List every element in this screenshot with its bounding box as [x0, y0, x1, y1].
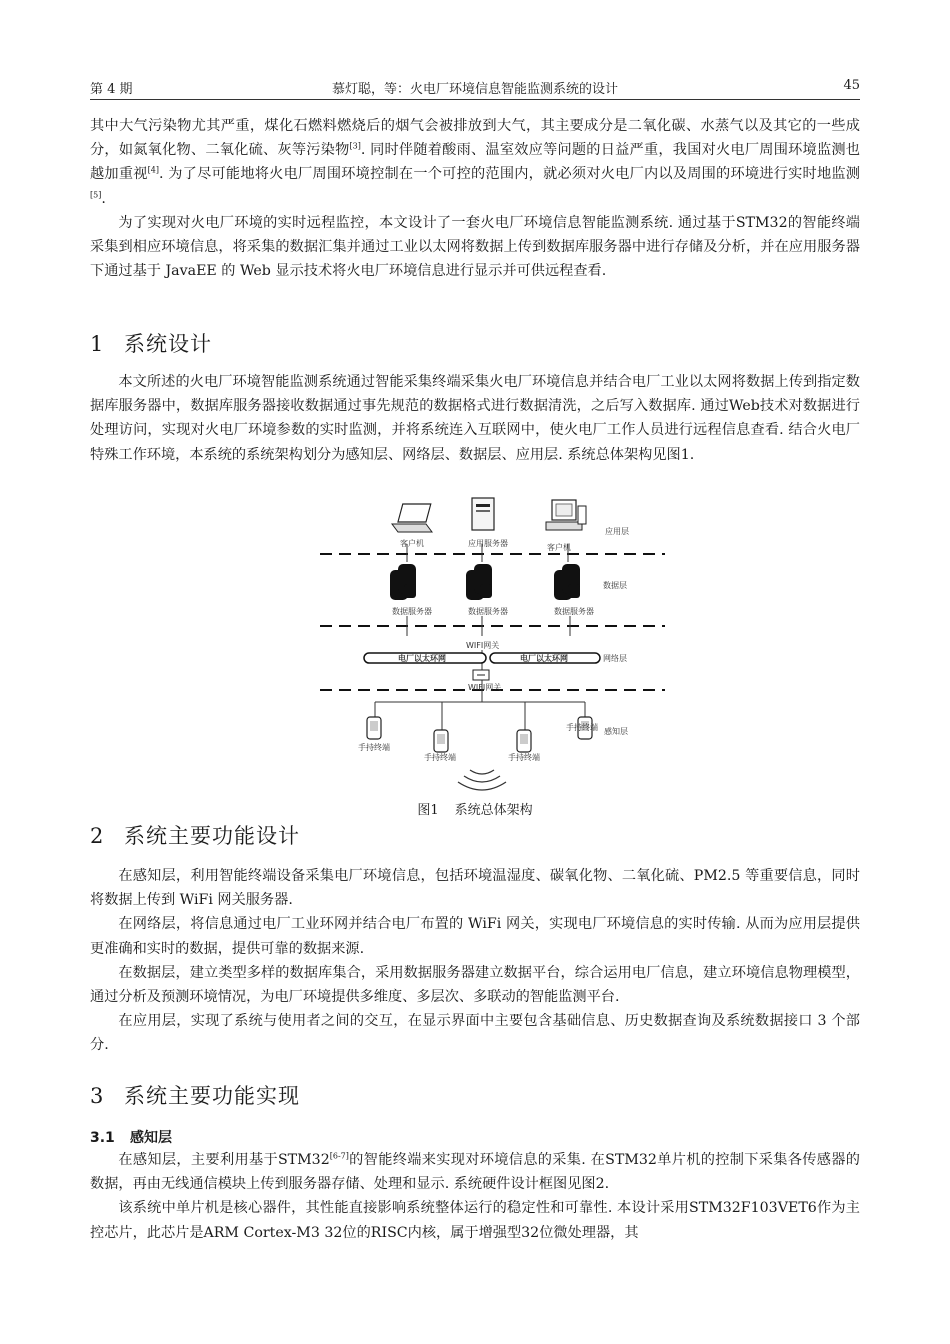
laptop-icon: [392, 504, 432, 532]
layer-label-data: 数据层: [603, 581, 627, 590]
wireless-signal-icon: [458, 770, 506, 790]
terminal-label: 手持终端: [566, 723, 598, 732]
section-2-body: [90, 864, 860, 1058]
running-title: 慕灯聪，等：火电厂环境信息智能监测系统的设计: [331, 82, 618, 97]
intro-paragraph-1: 其中大气污染物尤其严重，煤化石燃料燃烧后的烟气会被排放到大气，其主要成分是二氧化碳、水蒸气以及其它的一些成分，如氮氧化物、二氧化硫、灰等污染物[3]. 同时伴随着酸雨、温室效应等问题的日益严重，我国对火电厂周围环境监测也越加重视[4]. 为了尽可能地将火电厂周围环境控制在一个可控的范围内，就必须对火电厂内以及周围的环境进行实时地监测[5].: [90, 118, 860, 207]
subsection-title: 感知层: [130, 1130, 172, 1146]
figure-number: 图1: [417, 803, 439, 818]
database-server-icon: [554, 564, 580, 600]
handheld-terminal-icon: [367, 717, 381, 739]
section-1-paragraph: 本文所述的火电厂环境智能监测系统通过智能采集终端采集火电厂环境信息并结合电厂工业以太网将数据上传到指定数据库服务器中，数据库服务器接收数据通过事先规范的数据格式进行数据清洗，之后写入数据库. 通过Web技术对数据进行处理访问，实现对火电厂环境参数的实时监测，并将系统连入互联网中，使火电厂工作人员进行远程信息查看. 结合火电厂特殊工作环境，本系统的系统架构划分为感知层、网络层、数据层、应用层. 系统总体架构见图1.: [90, 374, 860, 463]
section-title: 系统主要功能设计: [124, 824, 300, 848]
section-2-heading: [90, 820, 300, 850]
database-server-icon: [466, 564, 492, 600]
system-architecture-diagram: [320, 492, 665, 797]
handheld-terminal-icon: [517, 730, 531, 752]
section-number: 1: [90, 332, 105, 356]
section-1-body: [90, 370, 860, 467]
citation-3[interactable]: [3]: [349, 141, 361, 151]
intro-paragraph-2: 为了实现对火电厂环境的实时远程监控，本文设计了一套火电厂环境信息智能监测系统. 通过基于STM32的智能终端采集到相应环境信息，将采集的数据汇集并通过工业以太网将数据上传到数据库服务器中进行存储及分析，并在应用服务器下通过基于 JavaEE 的 Web 显示技术将火电厂环境信息进行显示并可供远程查看.: [90, 214, 860, 280]
app-node-label: 客户机: [400, 539, 424, 548]
layer-label-network: 网络层: [603, 654, 627, 663]
app-node-label: 客户机: [547, 543, 571, 552]
section-2-paragraph: 在感知层，利用智能终端设备采集电厂环境信息，包括环境温湿度、碳氧化物、二氧化硫、PM2.5 等重要信息，同时将数据上传到 WiFi 网关服务器.: [90, 868, 860, 909]
handheld-terminal-icon: [434, 730, 448, 752]
section-3-paragraph: 该系统中单片机是核心器件，其性能直接影响系统整体运行的稳定性和可靠性. 本设计采用STM32F103VET6作为主控芯片，此芯片是ARM Cortex-M3 32位的RISC内核，属于增强型32位微处理器，其: [90, 1200, 860, 1241]
app-node-label: 应用服务器: [468, 539, 508, 548]
wifi-gateway-label: WIFI网关: [468, 683, 502, 692]
terminal-label: 手持终端: [358, 743, 390, 752]
issue-number: 第 4 期: [90, 82, 133, 97]
wifi-gateway-label: WIFI网关: [466, 641, 500, 650]
section-3-paragraph: 在感知层，主要利用基于STM32[6-7]的智能终端来实现对环境信息的采集. 在STM32单片机的控制下采集各传感器的数据，再由无线通信模块上传到服务器存储、处理和显示. 系统硬件设计框图见图2.: [90, 1151, 860, 1193]
section-2-paragraph: 在应用层，实现了系统与使用者之间的交互，在显示界面中主要包含基础信息、历史数据查询及系统数据接口 3 个部分.: [90, 1013, 860, 1054]
db-node-label: 数据服务器: [554, 607, 594, 616]
section-number: 3: [90, 1084, 105, 1108]
citation-5[interactable]: [5]: [90, 189, 102, 199]
subsection-3-1-heading: [90, 1127, 172, 1147]
running-header: [90, 74, 860, 98]
figure-caption-text: 系统总体架构: [454, 803, 533, 818]
section-number: 2: [90, 824, 105, 848]
section-2-paragraph: 在网络层，将信息通过电厂工业环网并结合电厂布置的 WiFi 网关，实现电厂环境信息的实时传输. 从而为应用层提供更准确和实时的数据，提供可靠的数据来源.: [90, 916, 860, 957]
subsection-number: 3.1: [90, 1130, 115, 1146]
layer-label-perception: 感知层: [604, 727, 628, 736]
header-rule: [90, 99, 860, 100]
page-number: 45: [843, 78, 860, 93]
ethernet-label: 电厂以太环网: [520, 654, 568, 663]
server-icon: [472, 498, 494, 530]
terminal-label: 手持终端: [424, 753, 456, 762]
layer-label-application: 应用层: [605, 527, 629, 536]
db-node-label: 数据服务器: [392, 607, 432, 616]
database-server-icon: [390, 564, 416, 600]
figure-1-caption: [0, 799, 950, 818]
section-title: 系统设计: [124, 332, 212, 356]
db-node-label: 数据服务器: [468, 607, 508, 616]
citation-6-7[interactable]: [6-7]: [329, 1151, 349, 1161]
terminal-label: 手持终端: [508, 753, 540, 762]
intro-block: [90, 114, 860, 283]
section-3-body: [90, 1148, 860, 1245]
citation-4[interactable]: [4]: [147, 165, 160, 175]
ethernet-label: 电厂以太环网: [398, 654, 446, 663]
section-3-heading: [90, 1080, 300, 1110]
router-icon: [473, 670, 489, 680]
section-1-heading: [90, 328, 212, 358]
desktop-computer-icon: [546, 500, 586, 530]
section-2-paragraph: 在数据层，建立类型多样的数据库集合，采用数据服务器建立数据平台，综合运用电厂信息，建立环境信息物理模型，通过分析及预测环境情况，为电厂环境提供多维度、多层次、多联动的智能监测平台.: [90, 964, 860, 1006]
section-title: 系统主要功能实现: [124, 1084, 300, 1108]
